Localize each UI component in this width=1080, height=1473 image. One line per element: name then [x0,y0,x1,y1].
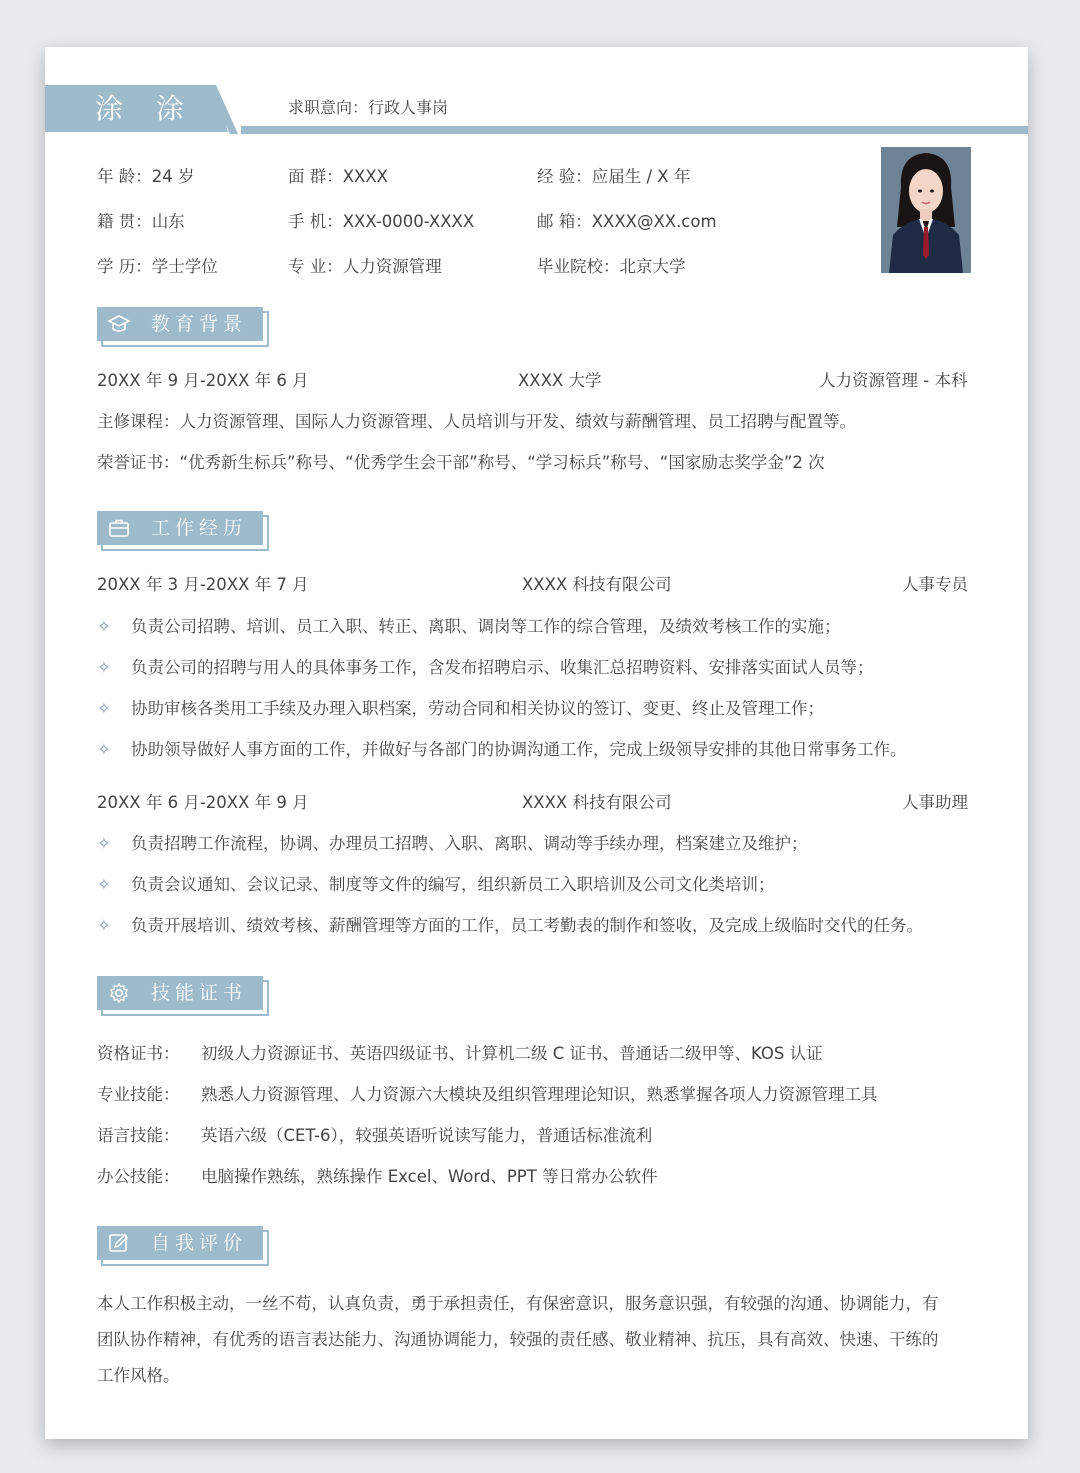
bullet-text: 负责公司招聘、培训、员工入职、转正、离职、调岗等工作的综合管理，及绩效考核工作的实施； [131,617,841,636]
resume-page [45,47,1028,1439]
info-school: 毕业院校：北京大学 [537,257,686,276]
bullet-text: 协助审核各类用工手续及办理入职档案，劳动合同和相关协议的签订、变更、终止及管理工作； [131,699,824,718]
skill-label: 语言技能： [97,1126,180,1145]
section-title-self-eval: 自我评价 [151,1232,248,1254]
job-intent: 求职意向：行政人事岗 [288,98,449,117]
skill-row [97,1163,658,1187]
list-item [97,613,841,637]
diamond-star-icon: ✧ [97,916,111,935]
bullet-text: 负责开展培训、绩效考核、薪酬管理等方面的工作，员工考勤表的制作和签收，及完成上级临时交代的任务。 [131,916,923,935]
skill-value: 初级人力资源证书、英语四级证书、计算机二级 C 证书、普通话二级甲等、KOS 认证 [201,1044,823,1063]
info-major: 专 业：人力资源管理 [288,257,442,276]
info-email: 邮 箱：XXXX@XX.com [537,212,717,231]
section-title-education: 教育背景 [151,313,248,335]
diamond-star-icon: ✧ [97,740,111,759]
section-title-skills: 技能证书 [151,982,248,1004]
skill-row [97,1122,652,1146]
graduation-cap-icon [107,313,131,335]
edu-school: XXXX 大学 [518,371,602,390]
bullet-text: 协助领导做好人事方面的工作，并做好与各部门的协调沟通工作，完成上级领导安排的其他日常事务工作。 [131,740,907,759]
bullet-text: 负责公司的招聘与用人的具体事务工作，含发布招聘启示、收集汇总招聘资料、安排落实面试人员等； [131,658,874,677]
job1-role: 人事专员 [902,575,968,594]
edu-courses: 主修课程：人力资源管理、国际人力资源管理、人员培训与开发、绩效与薪酬管理、员工招聘与配置等。 [97,412,856,431]
diamond-star-icon: ✧ [97,875,111,894]
profile-photo [881,147,971,273]
skill-value: 熟悉人力资源管理、人力资源六大模块及组织管理理论知识，熟悉掌握各项人力资源管理工具 [201,1085,878,1104]
edu-major: 人力资源管理 - 本科 [819,371,968,390]
bullet-text: 负责招聘工作流程，协调、办理员工招聘、入职、离职、调动等手续办理，档案建立及维护； [131,834,808,853]
edu-period: 20XX 年 9 月-20XX 年 6 月 [97,371,309,390]
list-item [97,830,808,854]
self-eval-line: 工作风格。 [97,1366,180,1385]
info-age: 年 龄：24 岁 [97,167,195,186]
edu-honors: 荣誉证书：“优秀新生标兵”称号、“优秀学生会干部”称号、“学习标兵”称号、“国家励志奖学金”2 次 [97,453,825,472]
list-item [97,736,907,760]
job1-period: 20XX 年 3 月-20XX 年 7 月 [97,575,309,594]
list-item [97,912,923,936]
section-header-skills [97,976,269,1016]
diamond-star-icon: ✧ [97,834,111,853]
header-rule [241,126,1028,134]
self-eval-line: 团队协作精神，有优秀的语言表达能力、沟通协调能力，较强的责任感、敬业精神、抗压，具有高效、快速、干练的 [97,1330,939,1349]
info-ethnicity: 面 群：XXXX [288,167,388,186]
skill-value: 英语六级（CET-6），较强英语听说读写能力，普通话标准流利 [201,1126,653,1145]
briefcase-icon [107,517,131,539]
section-title-work: 工作经历 [151,517,248,539]
job1-company: XXXX 科技有限公司 [522,575,672,594]
info-phone: 手 机：XXX-0000-XXXX [288,212,475,231]
job2-role: 人事助理 [902,793,968,812]
candidate-name: 涂 涂 [95,92,196,125]
gear-icon [107,982,131,1004]
section-header-self-eval [97,1226,269,1266]
job2-company: XXXX 科技有限公司 [522,793,672,812]
skill-label: 办公技能： [97,1167,180,1186]
diamond-star-icon: ✧ [97,617,111,636]
diamond-star-icon: ✧ [97,658,111,677]
portrait-image [881,147,971,273]
info-experience: 经 验：应届生 / X 年 [537,167,691,186]
section-header-education [97,307,269,347]
skill-value: 电脑操作熟练，熟练操作 Excel、Word、PPT 等日常办公软件 [201,1167,658,1186]
list-item [97,654,874,678]
list-item [97,871,775,895]
job2-period: 20XX 年 6 月-20XX 年 9 月 [97,793,309,812]
info-degree: 学 历：学士学位 [97,257,218,276]
diamond-star-icon: ✧ [97,699,111,718]
skill-row [97,1081,878,1105]
section-header-work [97,511,269,551]
edit-icon [107,1232,131,1254]
bullet-text: 负责会议通知、会议记录、制度等文件的编写，组织新员工入职培训及公司文化类培训； [131,875,775,894]
skill-label: 专业技能： [97,1085,180,1104]
self-eval-line: 本人工作积极主动，一丝不苟，认真负责，勇于承担责任，有保密意识，服务意识强，有较强的沟通、协调能力，有 [97,1294,939,1313]
info-origin: 籍 贯：山东 [97,212,185,231]
list-item [97,695,824,719]
skill-row [97,1040,823,1064]
skill-label: 资格证书： [97,1044,180,1063]
